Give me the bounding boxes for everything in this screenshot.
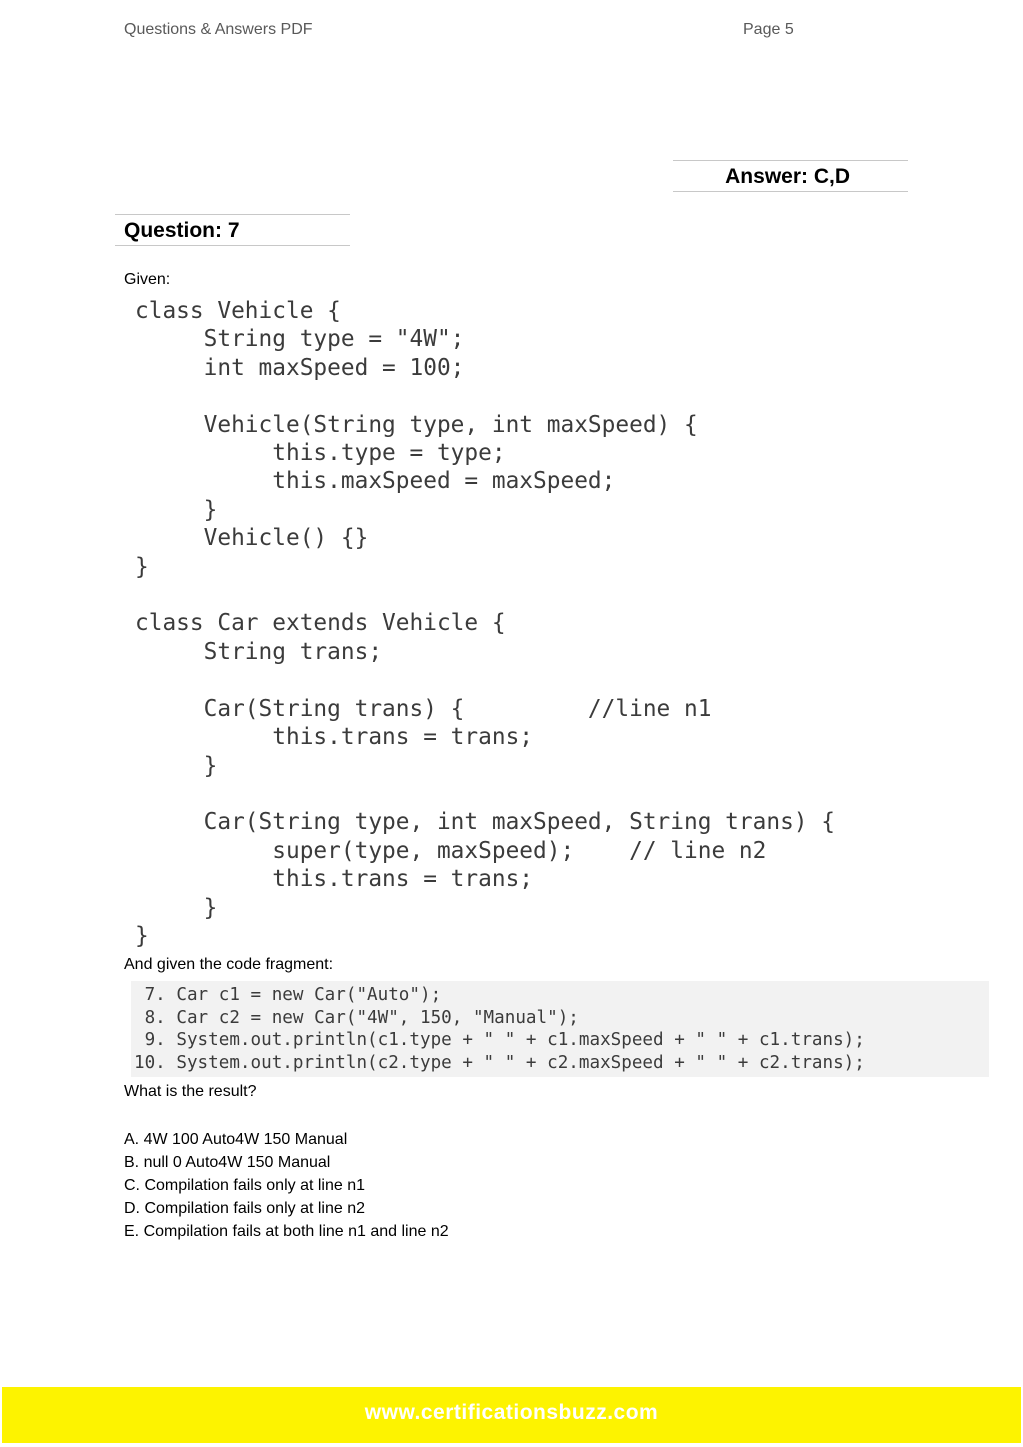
option-b: B. null 0 Auto4W 150 Manual [124, 1154, 331, 1171]
code-block-fragment [131, 981, 989, 1077]
option-a: A. 4W 100 Auto4W 150 Manual [124, 1131, 348, 1148]
question-prompt: What is the result? [124, 1083, 257, 1100]
answer-options [124, 1128, 449, 1243]
option-d: D. Compilation fails only at line n2 [124, 1200, 366, 1217]
answer-box [673, 160, 908, 192]
code-classes-text: class Vehicle { String type = "4W"; int maxSpeed = 100; Vehicle(String type, int maxSpeed) { this.type = type; this.maxSpeed = maxSpeed; } Vehicle() {} } class Car extends Vehicle { String trans; Car(String trans) { //line n1 this.trans = trans; } Car(String type, int maxSpeed, String trans) { super(type, maxSpeed); // line n2 this.trans = trans; } } [135, 298, 835, 949]
code-block-classes [130, 297, 930, 952]
option-e: E. Compilation fails at both line n1 and line n2 [124, 1223, 449, 1240]
footer-banner [2, 1387, 1021, 1443]
footer-url[interactable]: www.certificationsbuzz.com [364, 1401, 659, 1424]
option-c: C. Compilation fails only at line n1 [124, 1177, 366, 1194]
fragment-label: And given the code fragment: [124, 956, 334, 973]
question-box [115, 214, 350, 246]
header-title: Questions & Answers PDF [124, 21, 313, 38]
page-number: Page 5 [743, 21, 794, 38]
answer-label: Answer: C,D [725, 165, 850, 188]
code-fragment-text: 7. Car c1 = new Car("Auto"); 8. Car c2 = new Car("4W", 150, "Manual"); 9. System.out.println(c1.type + " " + c1.maxSpeed + " " + c1.trans); 10. System.out.println(c2.type + " " + c2.maxSpeed + " " + c2.trans); [134, 985, 865, 1073]
question-title: Question: 7 [124, 219, 240, 242]
given-label: Given: [124, 271, 171, 288]
